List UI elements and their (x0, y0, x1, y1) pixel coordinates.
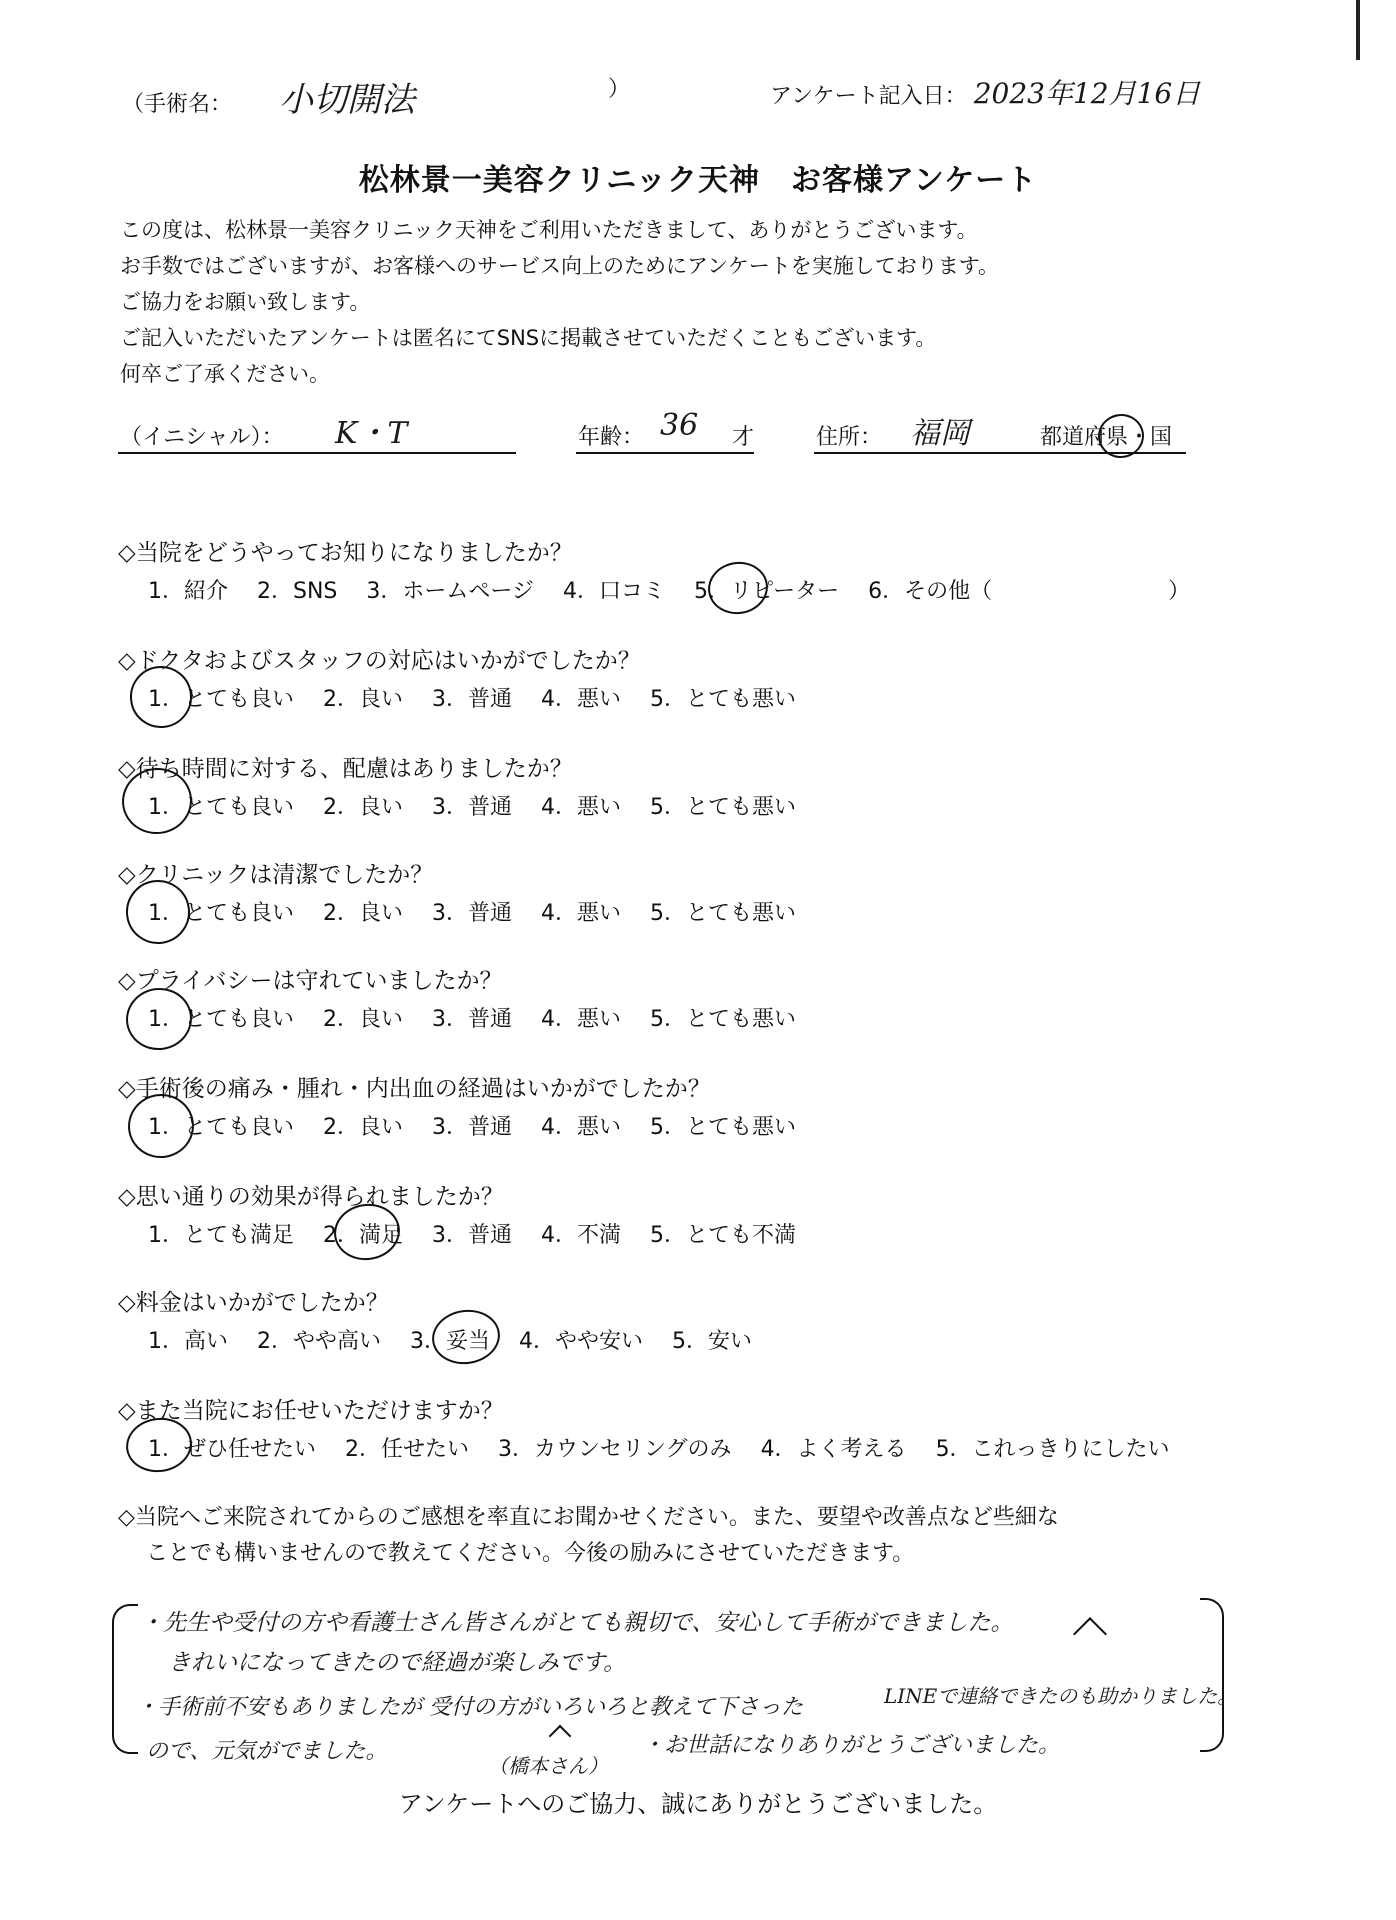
address-value: 福岡 (910, 416, 970, 451)
question-9: ◇また当院にお任せいただけますか？ (118, 1398, 504, 1424)
question-2: ◇ドクタおよびスタッフの対応はいかがでしたか？ (118, 648, 641, 674)
option[interactable]: 6．その他（ ） (868, 579, 1191, 604)
option[interactable]: 2．SNS (257, 579, 338, 604)
question-8: ◇料金はいかがでしたか？ (118, 1290, 389, 1316)
question-1-options (148, 574, 1212, 605)
comment-line: （橋本さん） (488, 1754, 608, 1778)
intro-line: お手数ではございますが、お客様へのサービス向上のためにアンケートを実施しております。 (120, 254, 1000, 278)
comment-bracket-right (1200, 1598, 1224, 1752)
question-2-options (148, 682, 818, 713)
surgery-close: ） (608, 77, 631, 102)
option[interactable]: 3．普通 (432, 1223, 512, 1248)
option[interactable]: 2．良い (323, 1115, 403, 1140)
intro-line: この度は、松林景一美容クリニック天神をご利用いただきまして、ありがとうございます。 (120, 218, 978, 242)
question-9-options (148, 1432, 1192, 1463)
option[interactable]: 3．普通 (432, 1115, 512, 1140)
address-suffix: 都道府県・国 (1040, 425, 1173, 450)
comment-line: LINEで連絡できたのも助かりました。 (884, 1684, 1238, 1708)
question-4: ◇クリニックは清潔でしたか？ (118, 862, 434, 888)
initial-value: K・T (335, 416, 408, 451)
comment-line: ので、元気がでました。 (146, 1739, 388, 1764)
option[interactable]: 2．やや高い (257, 1329, 381, 1354)
option[interactable]: 2．良い (323, 1007, 403, 1032)
age-value: 36 (660, 408, 699, 443)
option[interactable]: 4．悪い (541, 901, 621, 926)
option-selected[interactable]: 3．妥当 (410, 1329, 490, 1354)
initial-underline (118, 452, 516, 454)
option[interactable]: 5．とても悪い (650, 1115, 796, 1140)
option[interactable]: 4．悪い (541, 1115, 621, 1140)
option[interactable]: 4．悪い (541, 1007, 621, 1032)
option-selected[interactable]: 1．とても良い (148, 795, 294, 820)
option[interactable]: 5．とても不満 (650, 1223, 796, 1248)
option[interactable]: 3．ホームページ (366, 579, 534, 604)
question-6: ◇手術後の痛み・腫れ・内出血の経過はいかがでしたか？ (118, 1076, 711, 1102)
survey-date-row (770, 72, 1200, 112)
question-3: ◇待ち時間に対する、配慮はありましたか？ (118, 756, 573, 782)
comment-prompt-line: ◇当院へご来院されてからのご感想を率直にお聞かせください。また、要望や改善点など些細な (118, 1505, 1059, 1530)
option[interactable]: 2．良い (323, 687, 403, 712)
option-selected[interactable]: 2．満足 (323, 1223, 403, 1248)
answer-circle (705, 558, 772, 618)
option[interactable]: 1．紹介 (148, 579, 228, 604)
option[interactable]: 4．悪い (541, 795, 621, 820)
option[interactable]: 3．普通 (432, 901, 512, 926)
surgery-value: 小切開法 (279, 80, 416, 120)
option[interactable]: 2．良い (323, 795, 403, 820)
question-1: ◇当院をどうやってお知りになりましたか？ (118, 540, 573, 566)
comment-prompt-line: ことでも構いませんので教えてください。今後の励みにさせていただきます。 (146, 1541, 915, 1566)
question-5: ◇プライバシーは守れていましたか？ (118, 968, 503, 994)
option-selected[interactable]: 1．とても良い (148, 687, 294, 712)
age-underline (576, 452, 754, 454)
comment-line: ・お世話になりありがとうございました。 (642, 1733, 1061, 1758)
option[interactable]: 3．普通 (432, 1007, 512, 1032)
address-underline (814, 452, 1186, 454)
option[interactable]: 3．カウンセリングのみ (498, 1437, 732, 1462)
option[interactable]: 5．とても悪い (650, 1007, 796, 1032)
age-label: 年齢： (578, 425, 645, 450)
footer-thanks: アンケートへのご協力、誠にありがとうございました。 (398, 1790, 998, 1818)
option-selected[interactable]: 1．ぜひ任せたい (148, 1437, 316, 1462)
page-title: 松林景一美容クリニック天神 お客様アンケート (358, 163, 1038, 198)
address-label: 住所： (816, 425, 883, 450)
option[interactable]: 4．不満 (541, 1223, 621, 1248)
option[interactable]: 1．高い (148, 1329, 228, 1354)
option[interactable]: 5．これっきりにしたい (935, 1437, 1170, 1462)
option[interactable]: 1．とても満足 (148, 1223, 294, 1248)
option-selected[interactable]: 1．とても良い (148, 1115, 294, 1140)
intro-line: ご協力をお願い致します。 (120, 290, 371, 314)
comment-line: きれいになってきたので経過が楽しみです。 (168, 1650, 627, 1676)
surgery-label: （手術名： (122, 92, 233, 117)
answer-circle (429, 1306, 504, 1369)
insertion-caret (1073, 1617, 1107, 1651)
option[interactable]: 4．よく考える (760, 1437, 907, 1462)
option[interactable]: 5．とても悪い (650, 901, 796, 926)
surgery-name-row (122, 72, 415, 121)
question-6-options (148, 1110, 818, 1141)
initial-label: （イニシャル）： (120, 425, 284, 450)
option[interactable]: 3．普通 (432, 795, 512, 820)
intro-line: ご記入いただいたアンケートは匿名にてSNSに掲載させていただくこともございます。 (120, 326, 937, 350)
option[interactable]: 5．とても悪い (650, 795, 796, 820)
date-label: アンケート記入日： (770, 84, 967, 109)
option[interactable]: 2．任せたい (345, 1437, 469, 1462)
option-selected[interactable]: 5．リピーター (693, 579, 840, 604)
question-7: ◇思い通りの効果が得られましたか？ (118, 1184, 504, 1210)
insertion-caret (549, 1725, 572, 1748)
date-value: 2023年12月16日 (973, 77, 1201, 110)
option[interactable]: 4．口コミ (562, 579, 665, 604)
intro-text (120, 212, 999, 392)
option[interactable]: 3．普通 (432, 687, 512, 712)
scan-edge-line (1356, 0, 1360, 60)
comment-bracket-left (112, 1604, 138, 1754)
option[interactable]: 4．悪い (541, 687, 621, 712)
option-selected[interactable]: 1．とても良い (148, 1007, 294, 1032)
comment-line: ・手術前不安もありましたが 受付の方がいろいろと教えて下さった (136, 1695, 803, 1720)
question-7-options (148, 1218, 818, 1249)
question-5-options (148, 1002, 818, 1033)
question-4-options (148, 896, 818, 927)
option[interactable]: 5．とても悪い (650, 687, 796, 712)
option[interactable]: 2．良い (323, 901, 403, 926)
question-3-options (148, 790, 818, 821)
intro-line: 何卒ご了承ください。 (120, 362, 330, 386)
age-unit: 才 (732, 425, 755, 450)
option-selected[interactable]: 1．とても良い (148, 901, 294, 926)
comment-line: ・先生や受付の方や看護士さん皆さんがとても親切で、安心して手術ができました。 (140, 1610, 1014, 1636)
option[interactable]: 4．やや安い (519, 1329, 643, 1354)
option[interactable]: 5．安い (672, 1329, 752, 1354)
